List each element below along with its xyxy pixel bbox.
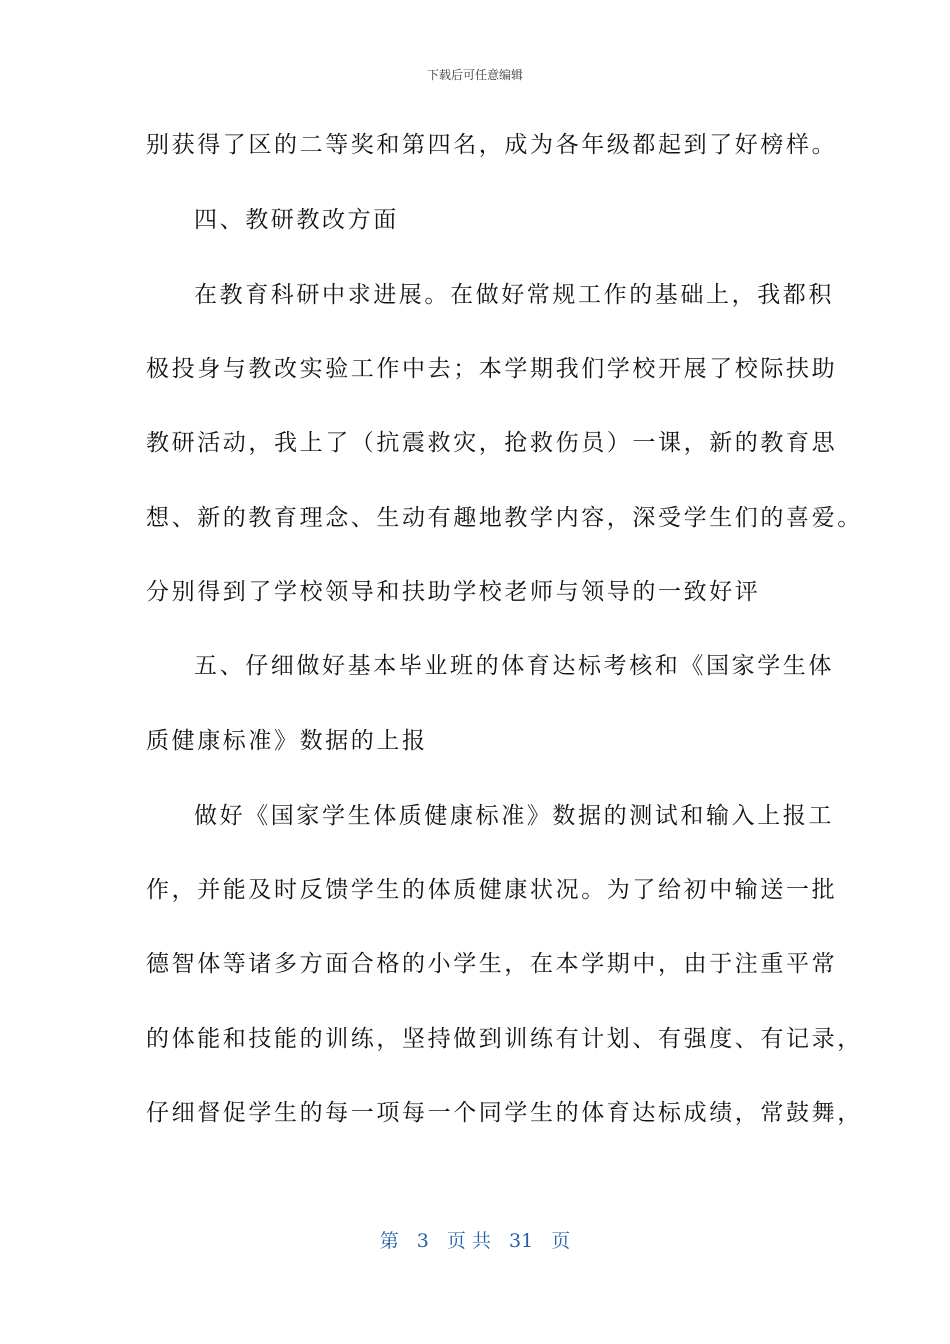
- paragraph-line: 作，并能及时反馈学生的体质健康状况。为了给初中输送一批: [146, 877, 838, 903]
- paragraph-line: 极投身与教改实验工作中去；本学期我们学校开展了校际扶助: [146, 356, 838, 382]
- paragraph-line: 做好《国家学生体质健康标准》数据的测试和输入上报工: [194, 803, 834, 829]
- paragraph-line: 别获得了区的二等奖和第四名，成为各年级都起到了好榜样。: [146, 132, 838, 158]
- paragraph-line: 分别得到了学校领导和扶助学校老师与领导的一致好评: [146, 579, 761, 605]
- current-page-number: 3: [416, 1230, 429, 1252]
- section-heading: 四、教研教改方面: [194, 207, 399, 233]
- paragraph-line: 德智体等诸多方面合格的小学生，在本学期中，由于注重平常: [146, 951, 838, 977]
- page-suffix: 页: [551, 1230, 571, 1252]
- section-heading-continued: 质健康标准》数据的上报: [146, 728, 428, 754]
- page-prefix: 第: [379, 1230, 399, 1252]
- page-mid: 页 共: [446, 1230, 491, 1252]
- paragraph-line: 在教育科研中求进展。在做好常规工作的基础上，我都积: [194, 282, 834, 308]
- paragraph-line: 的体能和技能的训练，坚持做到训练有计划、有强度、有记录，: [146, 1026, 863, 1052]
- total-page-number: 31: [509, 1230, 534, 1252]
- section-heading: 五、仔细做好基本毕业班的体育达标考核和《国家学生体: [194, 653, 834, 679]
- paragraph-line: 想、新的教育理念、生动有趣地教学内容，深受学生们的喜爱。: [146, 505, 863, 531]
- page-header: 下载后可任意编辑: [426, 68, 523, 82]
- page-number-footer: [0, 1226, 950, 1253]
- paragraph-line: 仔细督促学生的每一项每一个同学生的体育达标成绩，常鼓舞，: [146, 1100, 863, 1126]
- paragraph-line: 教研活动，我上了（抗震救灾，抢救伤员）一课，新的教育思: [146, 430, 838, 456]
